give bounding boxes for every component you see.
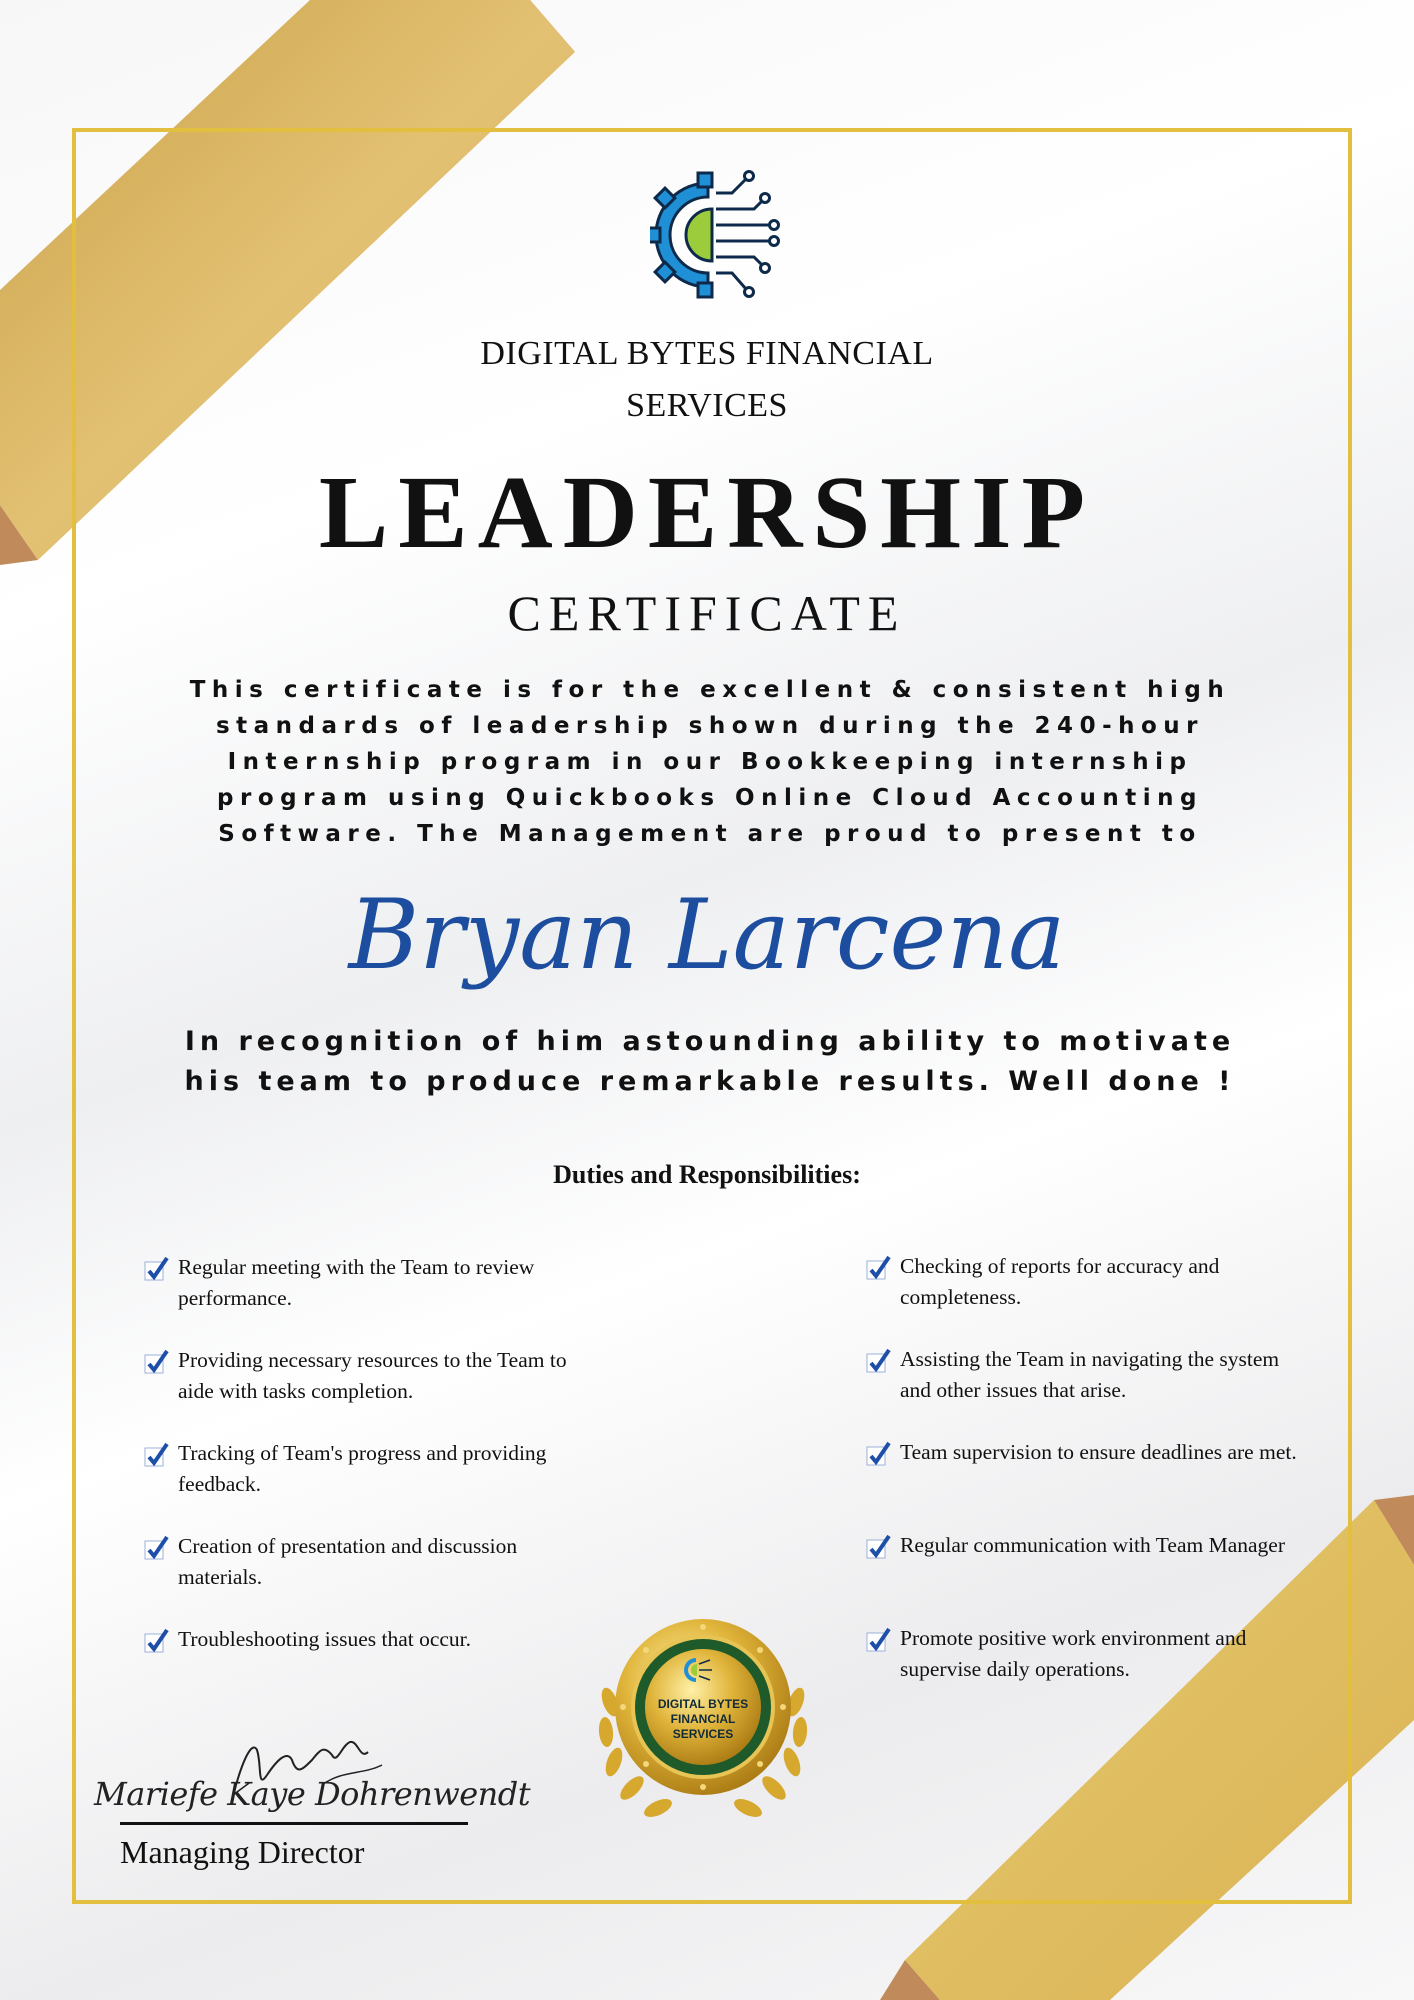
duty-text: Promote positive work environment and supervise daily operations. — [900, 1626, 1247, 1681]
certificate-subtitle: CERTIFICATE — [507, 585, 907, 641]
certificate-intro-text: This certificate is for the excellent & consistent high standards of leadership shown during the 240-hour Internship program in our Bookkeeping internship program using Quickbooks Online Cloud Accounting Software. The Management are proud to present to — [189, 677, 1231, 847]
recognition-text: In recognition of him astounding ability to motivate his team to produce remarkable results. Well done ! — [184, 1026, 1236, 1097]
recipient-name: Bryan Larcena — [348, 879, 1066, 991]
duty-item — [142, 1252, 582, 1345]
duty-item — [864, 1344, 1304, 1437]
duty-item — [864, 1530, 1304, 1623]
duty-item — [142, 1531, 582, 1624]
checkmark-icon — [144, 1442, 170, 1468]
duty-text: Regular meeting with the Team to review performance. — [178, 1255, 535, 1310]
duty-text: Team supervision to ensure deadlines are met. — [900, 1440, 1297, 1464]
duties-heading: Duties and Responsibilities: — [553, 1160, 861, 1189]
seal-text-line-2: FINANCIAL — [670, 1712, 736, 1726]
checkmark-icon — [144, 1256, 170, 1282]
duty-text: Creation of presentation and discussion materials. — [178, 1534, 518, 1589]
company-seal — [588, 1612, 818, 1832]
checkmark-icon — [144, 1349, 170, 1375]
duty-text: Troubleshooting issues that occur. — [178, 1627, 472, 1651]
duty-item — [864, 1623, 1304, 1716]
checkmark-icon — [866, 1255, 892, 1281]
signature-line — [120, 1822, 468, 1825]
checkmark-icon — [144, 1535, 170, 1561]
duty-text: Checking of reports for accuracy and completeness. — [900, 1254, 1220, 1309]
seal-text-line-3: SERVICES — [672, 1727, 734, 1741]
duties-list-right — [864, 1251, 1304, 1716]
signature-name: Mariefe Kaye Dohrenwendt — [94, 1775, 531, 1813]
checkmark-icon — [866, 1348, 892, 1374]
duty-item — [864, 1437, 1304, 1530]
checkmark-icon — [144, 1628, 170, 1654]
company-name — [0, 328, 1414, 432]
duty-text: Regular communication with Team Manager — [900, 1533, 1285, 1557]
company-name-line-2: SERVICES — [626, 387, 788, 424]
duty-item — [142, 1345, 582, 1438]
duty-text: Tracking of Team's progress and providing feedback. — [178, 1441, 547, 1496]
checkmark-icon — [866, 1534, 892, 1560]
duty-text: Providing necessary resources to the Team to aide with tasks completion. — [178, 1348, 567, 1403]
duty-item — [864, 1251, 1304, 1344]
gear-circuit-logo-icon — [650, 165, 790, 305]
duties-list-left — [142, 1252, 582, 1717]
duty-text: Assisting the Team in navigating the system and other issues that arise. — [900, 1347, 1280, 1402]
checkmark-icon — [866, 1441, 892, 1467]
duty-item — [142, 1438, 582, 1531]
signatory-role: Managing Director — [120, 1834, 365, 1870]
seal-text-line-1: DIGITAL BYTES — [657, 1697, 749, 1711]
company-name-line-1: DIGITAL BYTES FINANCIAL — [480, 335, 934, 372]
certificate-title: LEADERSHIP — [318, 455, 1096, 570]
duty-item — [142, 1624, 582, 1717]
checkmark-icon — [866, 1627, 892, 1653]
